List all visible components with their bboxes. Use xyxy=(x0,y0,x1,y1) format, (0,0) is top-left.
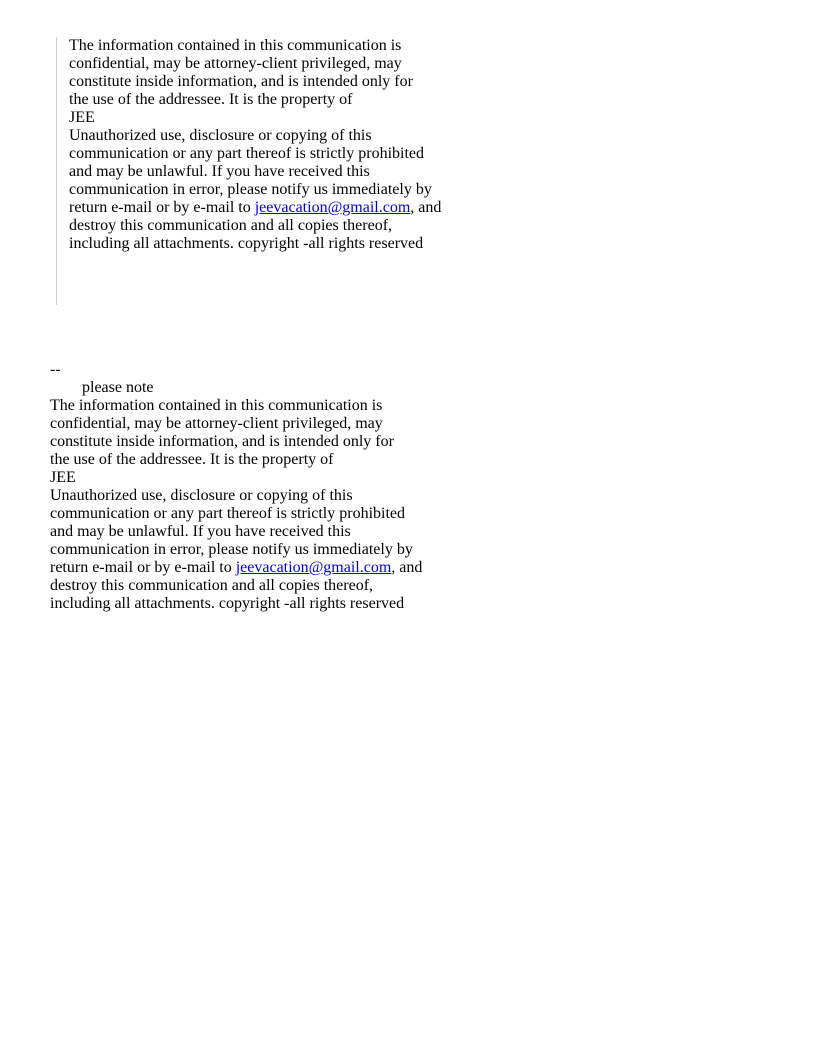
disclaimer-line: The information contained in this communication is xyxy=(69,37,402,54)
disclaimer-email-line xyxy=(69,199,476,217)
disclaimer-line: destroy this communication and all copies thereof, xyxy=(50,577,374,594)
email-link[interactable]: jeevacation@gmail.com xyxy=(235,559,392,576)
signature-block xyxy=(50,361,470,613)
disclaimer-line: confidential, may be attorney-client privileged, may xyxy=(50,415,383,432)
disclaimer-line: JEE xyxy=(50,469,76,486)
quoted-disclaimer-block xyxy=(56,37,476,305)
disclaimer-line: Unauthorized use, disclosure or copying of this xyxy=(50,487,353,504)
disclaimer-line: The information contained in this communication is xyxy=(50,397,383,414)
disclaimer-line: destroy this communication and all copies thereof, xyxy=(69,217,393,234)
disclaimer-line: and may be unlawful. If you have received this xyxy=(50,523,351,540)
email-prefix-text: return e-mail or by e-mail to xyxy=(69,199,255,216)
signature-separator: -- xyxy=(50,361,61,378)
email-prefix-text: return e-mail or by e-mail to xyxy=(50,559,236,576)
disclaimer-line: including all attachments. copyright -all rights reserved xyxy=(69,235,424,252)
email-suffix-text: , and xyxy=(410,199,442,216)
disclaimer-line: the use of the addressee. It is the property of xyxy=(69,91,353,108)
disclaimer-line: communication or any part thereof is strictly prohibited xyxy=(69,145,425,162)
disclaimer-email-line xyxy=(50,559,470,577)
signature-note: please note xyxy=(82,379,154,396)
disclaimer-line: communication in error, please notify us immediately by xyxy=(50,541,413,558)
disclaimer-line: and may be unlawful. If you have received this xyxy=(69,163,370,180)
disclaimer-line: confidential, may be attorney-client privileged, may xyxy=(69,55,402,72)
email-link[interactable]: jeevacation@gmail.com xyxy=(254,199,411,216)
disclaimer-line: Unauthorized use, disclosure or copying of this xyxy=(69,127,372,144)
disclaimer-line: the use of the addressee. It is the property of xyxy=(50,451,334,468)
disclaimer-line: JEE xyxy=(69,109,95,126)
disclaimer-line: constitute inside information, and is intended only for xyxy=(50,433,394,450)
disclaimer-line: constitute inside information, and is intended only for xyxy=(69,73,413,90)
disclaimer-line: communication or any part thereof is strictly prohibited xyxy=(50,505,406,522)
email-suffix-text: , and xyxy=(391,559,423,576)
disclaimer-line: communication in error, please notify us immediately by xyxy=(69,181,432,198)
disclaimer-line: including all attachments. copyright -all rights reserved xyxy=(50,595,405,612)
